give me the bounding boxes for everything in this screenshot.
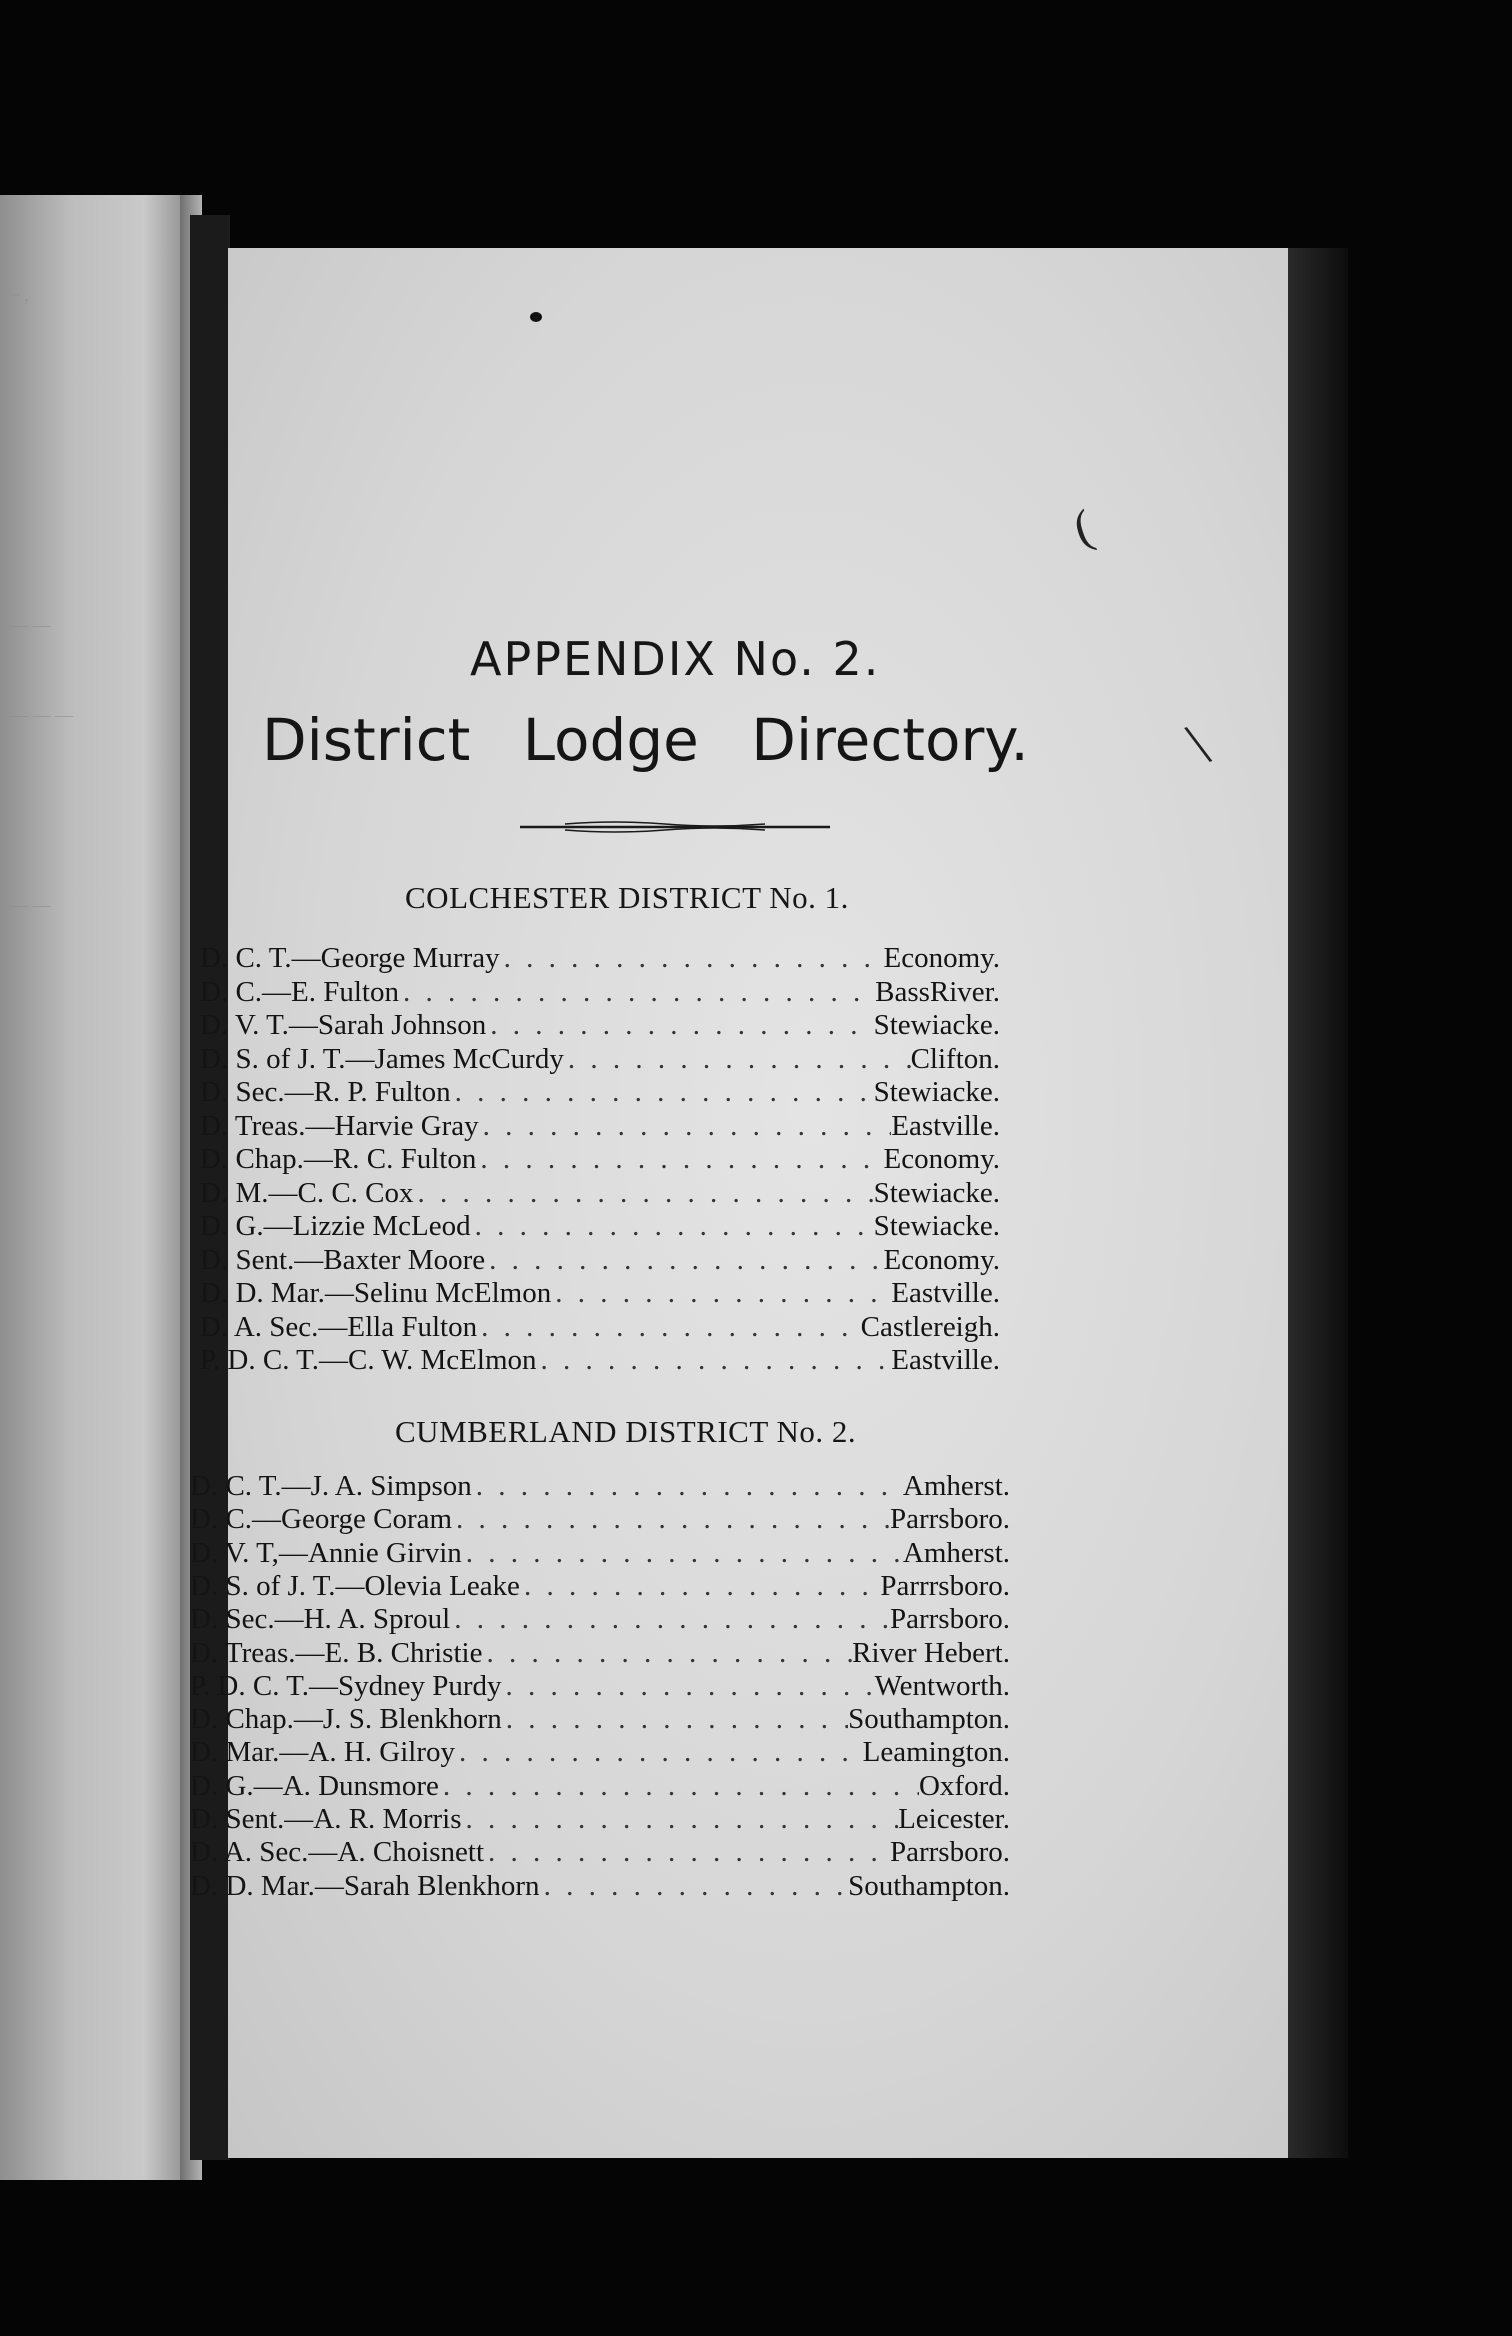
officer-place: BassRiver. [875,975,1000,1008]
dot-leader [476,1143,883,1176]
officer-name: D. A. Sec.—Ella Fulton [200,1310,478,1343]
show-through-mark: — — [10,895,51,915]
directory-entry [190,1703,1010,1737]
dot-leader [472,1470,903,1503]
directory-entry [200,976,1000,1010]
officer-place: Economy. [883,1143,1000,1175]
officer-name: D. C. T.—J. A. Simpson [190,1470,472,1502]
dot-leader [450,1603,890,1636]
dot-leader [502,1670,875,1703]
directory-entry [200,1043,1000,1077]
dot-leader [500,942,884,975]
officer-name: D. Sent.—A. R. Morris [190,1803,462,1835]
officer-place: Parrsboro. [889,1836,1010,1869]
left-page-edge [0,195,180,2180]
directory-title: District Lodge Directory. [262,706,1029,774]
officer-place: Amherst. [902,1536,1010,1569]
officer-name: D. M.—C. C. Cox [200,1176,414,1209]
directory-entry [200,1143,1000,1177]
dot-leader [461,1803,898,1836]
officer-name: D. G.—Lizzie McLeod [200,1210,471,1242]
directory-entry [190,1603,1010,1637]
officer-place: Economy. [883,1243,1000,1276]
officer-name: D. D. Mar.—Sarah Blenkhorn [190,1869,540,1902]
decorative-rule [520,820,830,834]
dot-leader [451,1076,874,1109]
pen-mark: \ [1180,710,1217,778]
dot-leader [484,1836,890,1869]
officer-name: D. C.—E. Fulton [200,975,399,1008]
officer-place: Eastville. [891,1277,1000,1309]
officer-place: Southampton. [848,1703,1010,1736]
directory-entry [200,1076,1000,1110]
officer-name: D. V. T,—Annie Girvin [190,1536,462,1569]
dot-leader [482,1637,852,1670]
officer-name: D. V. T.—Sarah Johnson [200,1009,487,1041]
directory-entry [190,1803,1010,1837]
officer-name: D. Chap.—J. S. Blenkhorn [190,1703,502,1736]
directory-entry [200,942,1000,976]
dot-leader [537,1344,892,1377]
dot-leader [564,1043,911,1076]
dot-leader [551,1277,891,1310]
directory-entry [190,1503,1010,1537]
dot-leader [471,1210,874,1243]
officer-name: D. C.—George Coram [190,1503,453,1536]
officer-place: Leamington. [862,1736,1010,1769]
dot-leader [462,1537,903,1570]
officer-place: Wentworth. [874,1669,1010,1702]
dot-leader [439,1770,919,1803]
officer-name: D. Mar.—A. H. Gilroy [190,1736,456,1769]
officer-name: D. Sec.—R. P. Fulton [200,1076,451,1108]
officer-place: Stewiacke. [873,1210,1000,1242]
officer-name: P. D. C. T.—C. W. McElmon [200,1344,537,1376]
officer-place: River Hebert. [852,1636,1010,1669]
dot-leader [502,1703,848,1736]
officer-name: D. S. of J. T.—Olevia Leake [190,1569,520,1602]
directory-entry [190,1670,1010,1704]
officer-name: P. D. C. T.—Sydney Purdy [190,1669,502,1702]
directory-entry [200,1210,1000,1244]
officer-name: D. Sent.—Baxter Moore [200,1243,486,1276]
dot-leader [485,1244,883,1277]
officer-name: D. Chap.—R. C. Fulton [200,1143,477,1175]
pen-mark: ( [1067,499,1099,556]
directory-entry [200,1311,1000,1345]
officer-place: Stewiacke. [873,1076,1000,1108]
officer-place: Parrrsboro. [880,1569,1010,1602]
directory-entry [200,1277,1000,1311]
officer-place: Amherst. [902,1470,1010,1502]
dot-leader [455,1736,863,1769]
district-heading-cumberland: CUMBERLAND DISTRICT No. 2. [395,1414,857,1449]
dot-leader [452,1503,890,1536]
dot-leader [540,1870,849,1903]
officer-place: Stewiacke. [873,1176,1000,1209]
dot-leader [486,1009,873,1042]
officer-name: D. S. of J. T.—James McCurdy [200,1042,564,1075]
officer-place: Southampton. [848,1869,1010,1902]
directory-entry [190,1736,1010,1770]
directory-entry [190,1836,1010,1870]
officer-place: Eastville. [891,1344,1000,1376]
show-through-mark: — — [10,615,51,635]
officer-place: Oxford. [918,1769,1010,1802]
directory-entry [190,1870,1010,1904]
officer-place: Castlereigh. [860,1310,1000,1343]
officer-name: D. D. Mar.—Selinu McElmon [200,1277,552,1309]
show-through-mark: ~ , [10,285,29,305]
officer-name: D. Treas.—E. B. Christie [190,1636,483,1669]
officer-place: Eastville. [891,1109,1000,1142]
show-through-mark: — — — [10,705,73,725]
directory-entry [190,1770,1010,1804]
district-heading-colchester: COLCHESTER DISTRICT No. 1. [405,880,849,915]
directory-entry [190,1570,1010,1604]
dot-leader [479,1110,892,1143]
page-right-edge [1288,248,1348,2158]
dot-leader [414,1177,874,1210]
directory-entry [190,1637,1010,1671]
officer-place: Parrsboro. [889,1603,1010,1636]
directory-entry [200,1009,1000,1043]
officer-place: Leicester. [898,1803,1010,1835]
officer-place: Clifton. [910,1042,1000,1075]
officer-name: D. Sec.—H. A. Sproul [190,1603,451,1636]
directory-entry [200,1177,1000,1211]
directory-entry [190,1470,1010,1504]
officer-name: D. Treas.—Harvie Gray [200,1109,479,1142]
directory-entry [190,1537,1010,1571]
directory-entry [200,1110,1000,1144]
officer-name: D. C. T.—George Murray [200,942,500,974]
dot-leader [399,976,875,1009]
dot-leader [520,1570,880,1603]
directory-entry [200,1244,1000,1278]
ink-speck [530,312,542,322]
officer-place: Parrsboro. [889,1503,1010,1536]
officer-name: D. G.—A. Dunsmore [190,1769,439,1802]
officer-place: Economy. [883,942,1000,974]
officer-name: D. A. Sec.—A. Choisnett [190,1836,485,1869]
dot-leader [477,1311,861,1344]
directory-entry [200,1344,1000,1378]
officer-place: Stewiacke. [873,1009,1000,1041]
appendix-title: APPENDIX No. 2. [470,632,881,686]
